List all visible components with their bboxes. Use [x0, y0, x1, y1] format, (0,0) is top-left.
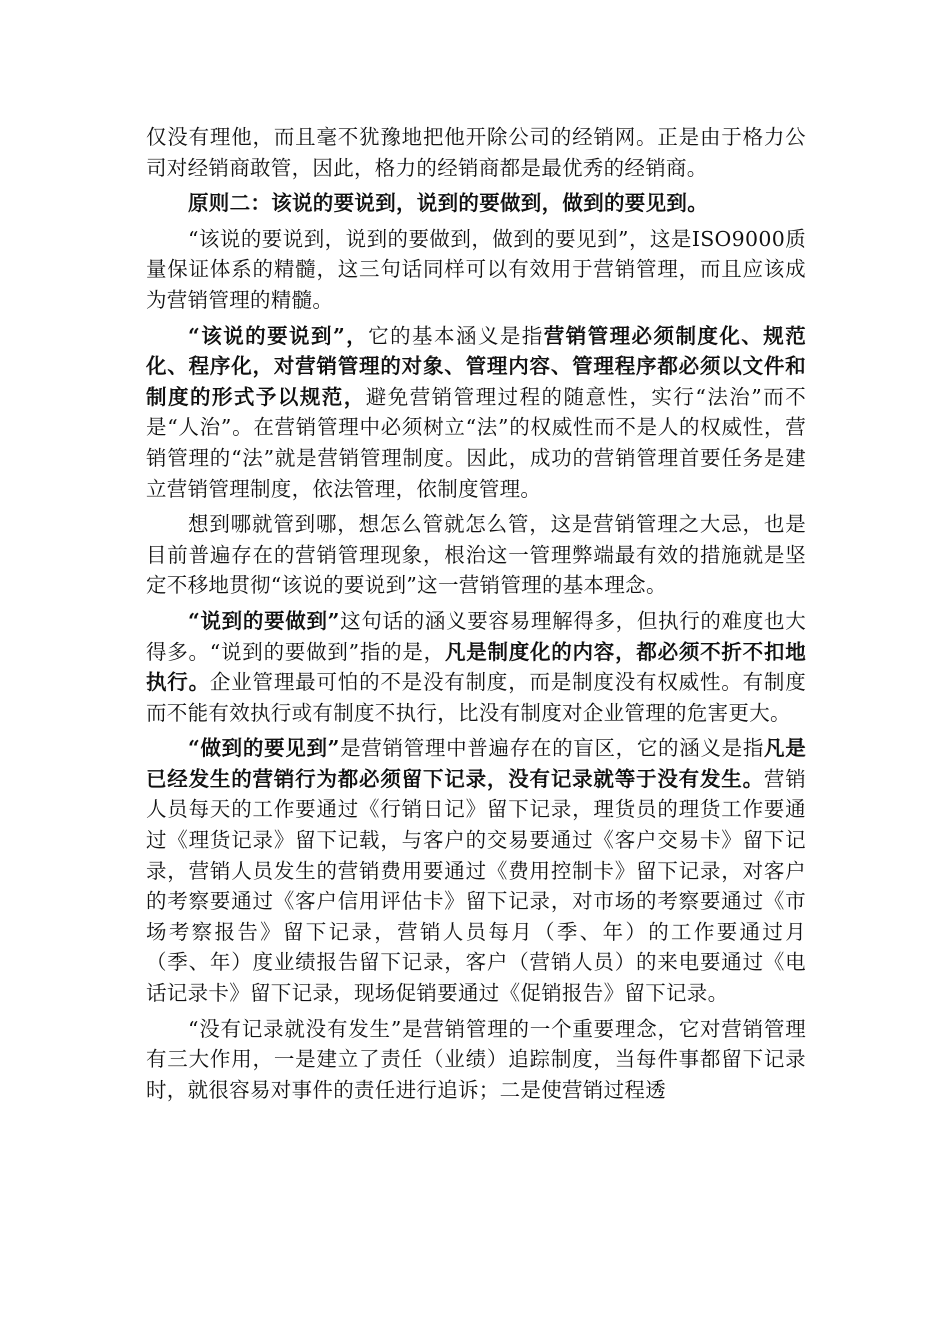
bold-run: 凡是制度化的内容，都必须不折不扣地执行。 [146, 639, 806, 695]
text-run: 这句话的涵义要容易理解得多，但执行的难度也大得多。“说到的要做到”指的是， [146, 608, 807, 664]
text-run: 企业管理最可怕的不是没有制度，而是制度没有权威性。有制度而不能有效执行或有制度不执行，比没有制度对企业管理的危害更大。 [146, 670, 806, 725]
paragraph-7 [146, 733, 806, 1008]
principle-heading [146, 188, 806, 219]
paragraph-4 [146, 321, 806, 505]
document-page [146, 122, 806, 1110]
paragraph-3 [146, 224, 806, 316]
text-run: 避免营销管理过程的随意性，实行“法治”而不是“人治”。在营销管理中必须树立“法”的权威性而不是人的权威性，营销管理的“法”就是营销管理制度。因此，成功的营销管理首要任务是建立营销管理制度，依法管理，依制度管理。 [146, 384, 806, 501]
text-run: 想到哪就管到哪，想怎么管就怎么管，这是营销管理之大忌，也是目前普遍存在的营销管理现象，根治这一管理弊端最有效的措施就是坚定不移地贯彻“该说的要说到”这一营销管理的基本理念。 [146, 512, 806, 598]
bold-run: “该说的要说到”， [188, 323, 369, 348]
paragraph-6 [146, 606, 806, 728]
text-run: “该说的要说到，说到的要做到，做到的要见到”，这是ISO9000质量保证体系的精髓，这三句话同样可以有效用于营销管理，而且应该成为营销管理的精髓。 [146, 226, 806, 312]
text-run: 它的基本涵义是指 [368, 323, 544, 348]
bold-run: “做到的要见到” [188, 736, 340, 761]
bold-run: 营销管理必须制度化、规范化、程序化，对营销管理的对象、管理内容、管理程序都必须以文件和制度的形式予以规范， [146, 323, 806, 409]
paragraph-8 [146, 1014, 806, 1106]
paragraph-1 [146, 122, 806, 183]
text-run: 营销人员每天的工作要通过《行销日记》留下记录，理货员的理货工作要通过《理货记录》留下记载，与客户的交易要通过《客户交易卡》留下记录，营销人员发生的营销费用要通过《费用控制卡》留下记录，对客户的考察要通过《客户信用评估卡》留下记录，对市场的考察要通过《市场考察报告》留下记录，营销人员每月（季、年）的工作要通过月（季、年）度业绩报告留下记录，客户（营销人员）的来电要通过《电话记录卡》留下记录，现场促销要通过《促销报告》留下记录。 [146, 766, 806, 1006]
bold-run: “说到的要做到” [188, 608, 340, 633]
text-run: 仅没有理他，而且毫不犹豫地把他开除公司的经销网。正是由于格力公司对经销商敢管，因此，格力的经销商都是最优秀的经销商。 [146, 125, 806, 180]
text-run: “没有记录就没有发生”是营销管理的一个重要理念，它对营销管理有三大作用，一是建立了责任（业绩）追踪制度，当每件事都留下记录时，就很容易对事件的责任进行追诉；二是使营销过程透 [146, 1016, 806, 1102]
text-run: 是营销管理中普遍存在的盲区，它的涵义是指 [339, 736, 765, 761]
paragraph-5 [146, 509, 806, 601]
bold-run: 凡是已经发生的营销行为都必须留下记录，没有记录就等于没有发生。 [146, 736, 807, 791]
heading-text: 原则二：该说的要说到，说到的要做到，做到的要见到。 [188, 191, 708, 216]
